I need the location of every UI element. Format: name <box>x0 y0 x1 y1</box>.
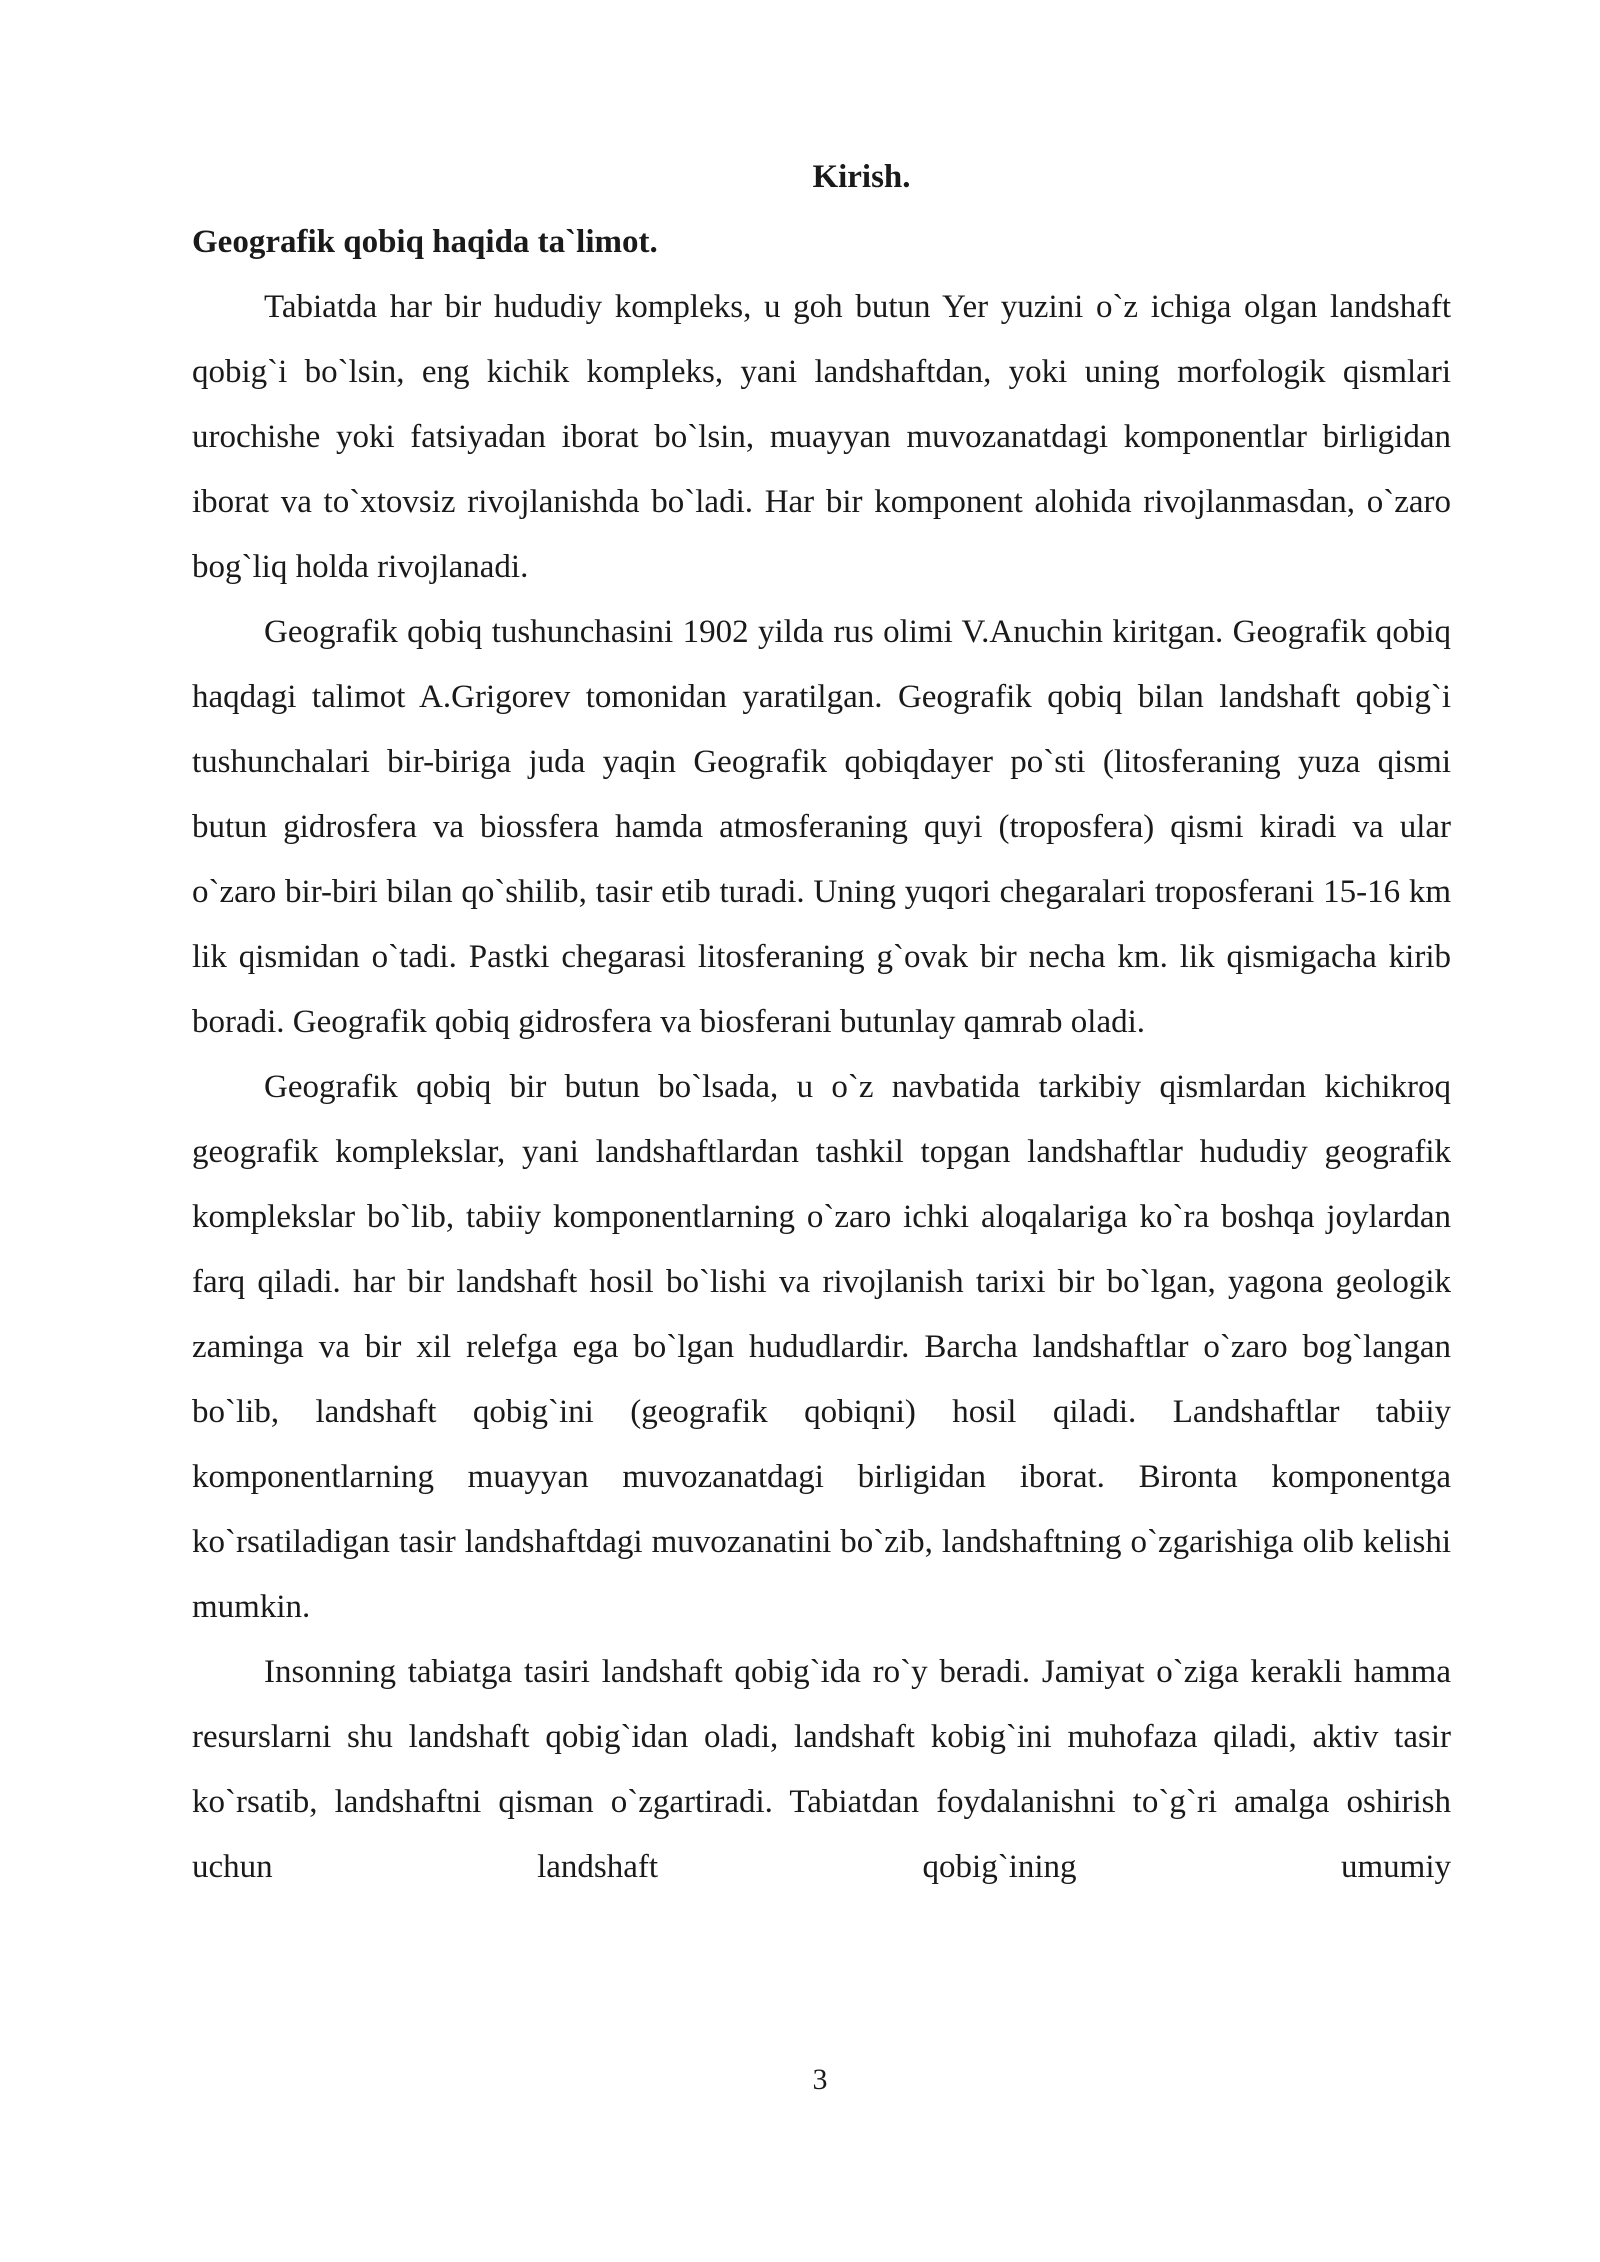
paragraph-3: Geografik qobiq bir butun bo`lsada, u o`z navbatida tarkibiy qismlardan kichikroq geografik komplekslar, yani landshaftlardan tashkil topgan landshaftlar hududiy geografik komplekslar bo`lib, tabiiy komponentlarning o`zaro ichki aloqalariga ko`ra boshqa joylardan farq qiladi. har bir landshaft hosil bo`lishi va rivojlanish tarixi bir bo`lgan, yagona geologik zaminga va bir xil relefga ega bo`lgan hududlardir. Barcha landshaftlar o`zaro bog`langan bo`lib, landshaft qobig`ini (geografik qobiqni) hosil qiladi. Landshaftlar tabiiy komponentlarning muayyan muvozanatdagi birligidan iborat. Bironta komponentga ko`rsatiladigan tasir landshaftdagi muvozanatini bo`zib, landshaftning o`zgarishiga olib kelishi mumkin. <box>192 1069 1451 1625</box>
paragraph-4: Insonning tabiatga tasiri landshaft qobig`ida ro`y beradi. Jamiyat o`ziga kerakli hamma resurslarni shu landshaft qobig`idan oladi, landshaft kobig`ini muhofaza qiladi, aktiv tasir ko`rsatib, landshaftni qisman o`zgartiradi. Tabiatdan foydalanishni to`g`ri amalga oshirish uchun landshaft qobig`ining umumiy <box>192 1654 1451 1885</box>
paragraph-1: Tabiatda har bir hududiy kompleks, u goh butun Yer yuzini o`z ichiga olgan landshaft qobig`i bo`lsin, eng kichik kompleks, yani landshaftdan, yoki uning morfologik qismlari urochishe yoki fatsiyadan iborat bo`lsin, muayyan muvozanatdagi komponentlar birligidan iborat va to`xtovsiz rivojlanishda bo`ladi. Har bir komponent alohida rivojlanmasdan, o`zaro bog`liq holda rivojlanadi. <box>192 289 1451 585</box>
document-title: Kirish. <box>812 159 911 195</box>
paragraph-2: Geografik qobiq tushunchasini 1902 yilda rus olimi V.Anuchin kiritgan. Geografik qobiq haqdagi talimot A.Grigorev tomonidan yaratilgan. Geografik qobiq bilan landshaft qobig`i tushunchalari bir-biriga juda yaqin Geografik qobiqdayer po`sti (litosferaning yuza qismi butun gidrosfera va biossfera hamda atmosferaning quyi (troposfera) qismi kiradi va ular o`zaro bir-biri bilan qo`shilib, tasir etib turadi. Uning yuqori chegaralari troposferani 15-16 km lik qismidan o`tadi. Pastki chegarasi litosferaning g`ovak bir necha km. lik qismigacha kirib boradi. Geografik qobiq gidrosfera va biosferani butunlay qamrab oladi. <box>192 614 1451 1040</box>
section-heading: Geografik qobiq haqida ta`limot. <box>192 224 658 260</box>
document-page <box>192 145 1451 1900</box>
page-number: 3 <box>812 2063 828 2096</box>
